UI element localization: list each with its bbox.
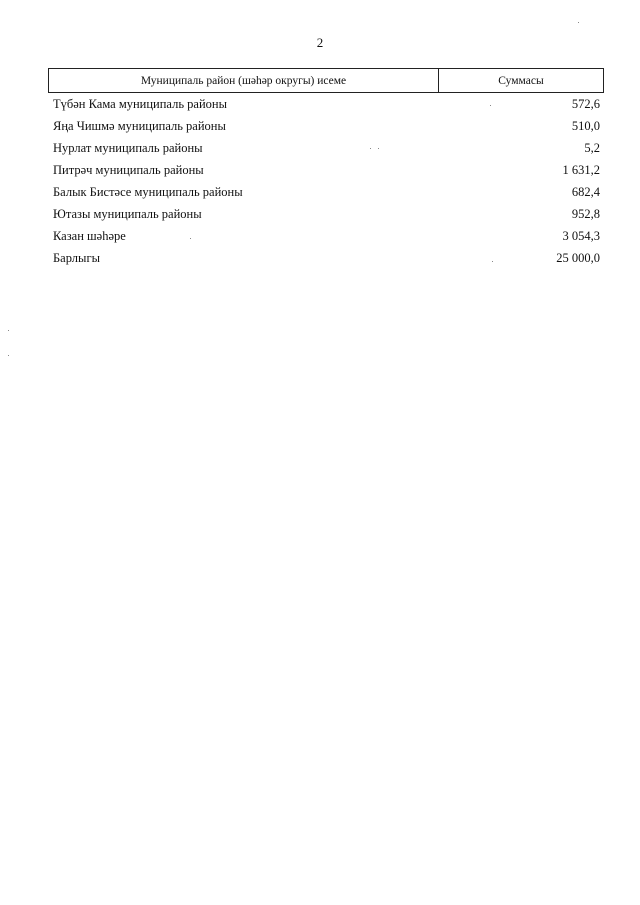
row-sum: 572,6: [571, 96, 600, 111]
row-sum: 682,4: [571, 184, 600, 199]
scan-speck: [8, 330, 9, 331]
row-name: Балык Бистәсе муниципаль районы: [53, 184, 243, 199]
row-name: Казан шәһәре: [53, 228, 126, 243]
table-row: [48, 225, 604, 247]
row-sum: 510,0: [571, 118, 600, 133]
row-sum: 25 000,0: [556, 250, 600, 265]
scan-speck: [8, 355, 9, 356]
row-name: Питрәч муниципаль районы: [53, 162, 204, 177]
table-row: [48, 93, 604, 115]
scan-speck: [578, 22, 579, 23]
scan-speck: [492, 261, 493, 262]
row-sum: 1 631,2: [562, 162, 600, 177]
row-name: Барлыгы: [53, 250, 100, 265]
row-name: Түбән Кама муниципаль районы: [53, 96, 227, 111]
row-sum: 3 054,3: [562, 228, 600, 243]
row-sum: 5,2: [584, 140, 600, 155]
table-body: [48, 93, 604, 269]
allocation-table: [48, 68, 604, 269]
table-header-row: [48, 68, 604, 93]
table-row-total: [48, 247, 604, 269]
table-row: [48, 115, 604, 137]
row-name: Яңа Чишмә муниципаль районы: [53, 118, 226, 133]
scan-speck: [378, 148, 379, 149]
table-row: [48, 137, 604, 159]
table-row: [48, 203, 604, 225]
page-number: 2: [316, 35, 324, 50]
row-name: Ютазы муниципаль районы: [53, 206, 202, 221]
row-sum: 952,8: [571, 206, 600, 221]
table-row: [48, 181, 604, 203]
column-header-name: Муниципаль район (шәһәр округы) исеме: [49, 69, 439, 92]
scan-speck: [490, 105, 491, 106]
column-header-sum: Суммасы: [498, 75, 544, 87]
scan-speck: [370, 148, 371, 149]
table-row: [48, 159, 604, 181]
scan-speck: [190, 238, 191, 239]
row-name: Нурлат муниципаль районы: [53, 140, 203, 155]
